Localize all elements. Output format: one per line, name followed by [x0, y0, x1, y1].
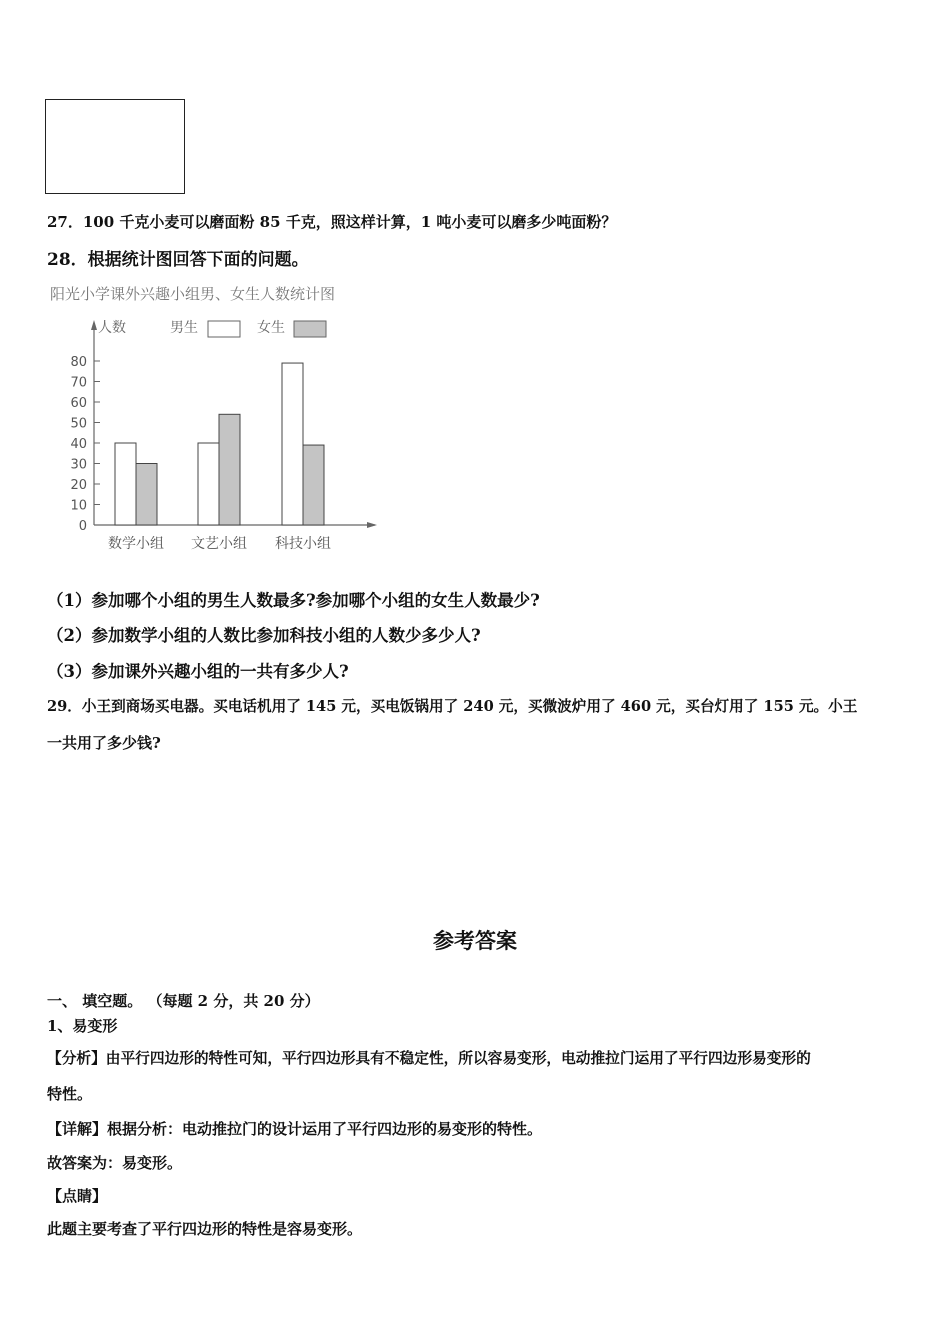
y-axis-arrow [91, 320, 97, 330]
bar-boys-1 [115, 443, 136, 525]
answer-blank-box [45, 99, 185, 194]
bar-boys-2 [198, 443, 219, 525]
chart-title: 阳光小学课外兴趣小组男、女生人数统计图 [50, 285, 336, 303]
bar-girls-2 [219, 414, 240, 525]
x-category-label: 数学小组 [108, 536, 164, 552]
y-tick-label: 40 [70, 437, 87, 452]
sub-question-1: （1）参加哪个小组的男生人数最多?参加哪个小组的女生人数最少? [47, 591, 540, 610]
y-axis-label: 人数 [98, 320, 126, 336]
answer-analysis-line1: 【分析】由平行四边形的特性可知，平行四边形具有不稳定性，所以容易变形，电动推拉门运用了平行四边形易变形的 [47, 1050, 811, 1067]
legend-swatch-girls [294, 321, 326, 337]
answer-analysis-line2: 特性。 [47, 1085, 93, 1103]
legend-swatch-boys [208, 321, 240, 337]
legend-label-boys: 男生 [170, 320, 198, 336]
answer-conclusion: 故答案为：易变形。 [47, 1154, 183, 1172]
answer-tip-label: 【点睛】 [47, 1187, 108, 1205]
y-tick-label: 20 [70, 478, 87, 493]
y-tick-label: 60 [70, 396, 87, 411]
x-category-label: 科技小组 [275, 536, 331, 552]
legend-label-girls: 女生 [257, 320, 285, 336]
question-29-line2: 一共用了多少钱? [47, 734, 161, 752]
question-29-line1: 29．小王到商场买电器。买电话机用了 145 元，买电饭锅用了 240 元，买微波炉用了 460 元，买台灯用了 155 元。小王 [47, 698, 858, 715]
answer-title: 参考答案 [433, 928, 517, 953]
y-tick-label: 30 [70, 457, 87, 473]
bar-chart [40, 310, 385, 560]
answer-item-1: 1、易变形 [47, 1017, 118, 1035]
bar-girls-3 [303, 445, 324, 525]
answer-tip: 此题主要考查了平行四边形的特性是容易变形。 [47, 1220, 363, 1238]
sub-question-2: （2）参加数学小组的人数比参加科技小组的人数少多少人? [47, 626, 481, 645]
x-category-label: 文艺小组 [191, 536, 247, 552]
y-tick-label: 50 [70, 416, 87, 432]
y-tick-label: 0 [78, 519, 87, 534]
answer-detail: 【详解】根据分析：电动推拉门的设计运用了平行四边形的易变形的特性。 [47, 1120, 543, 1138]
question-27: 27．100 千克小麦可以磨面粉 85 千克，照这样计算，1 吨小麦可以磨多少吨面粉？ [47, 213, 617, 231]
bar-girls-1 [136, 464, 157, 526]
x-axis-arrow [367, 522, 377, 528]
y-tick-label: 10 [70, 498, 87, 514]
y-tick-label: 80 [70, 355, 87, 370]
y-tick-label: 70 [70, 375, 87, 391]
sub-question-3: （3）参加课外兴趣小组的一共有多少人? [47, 662, 349, 681]
question-28: 28．根据统计图回答下面的问题。 [47, 250, 309, 270]
bar-boys-3 [282, 363, 303, 525]
answer-section-header: 一、 填空题。 （每题 2 分，共 20 分） [47, 992, 320, 1010]
